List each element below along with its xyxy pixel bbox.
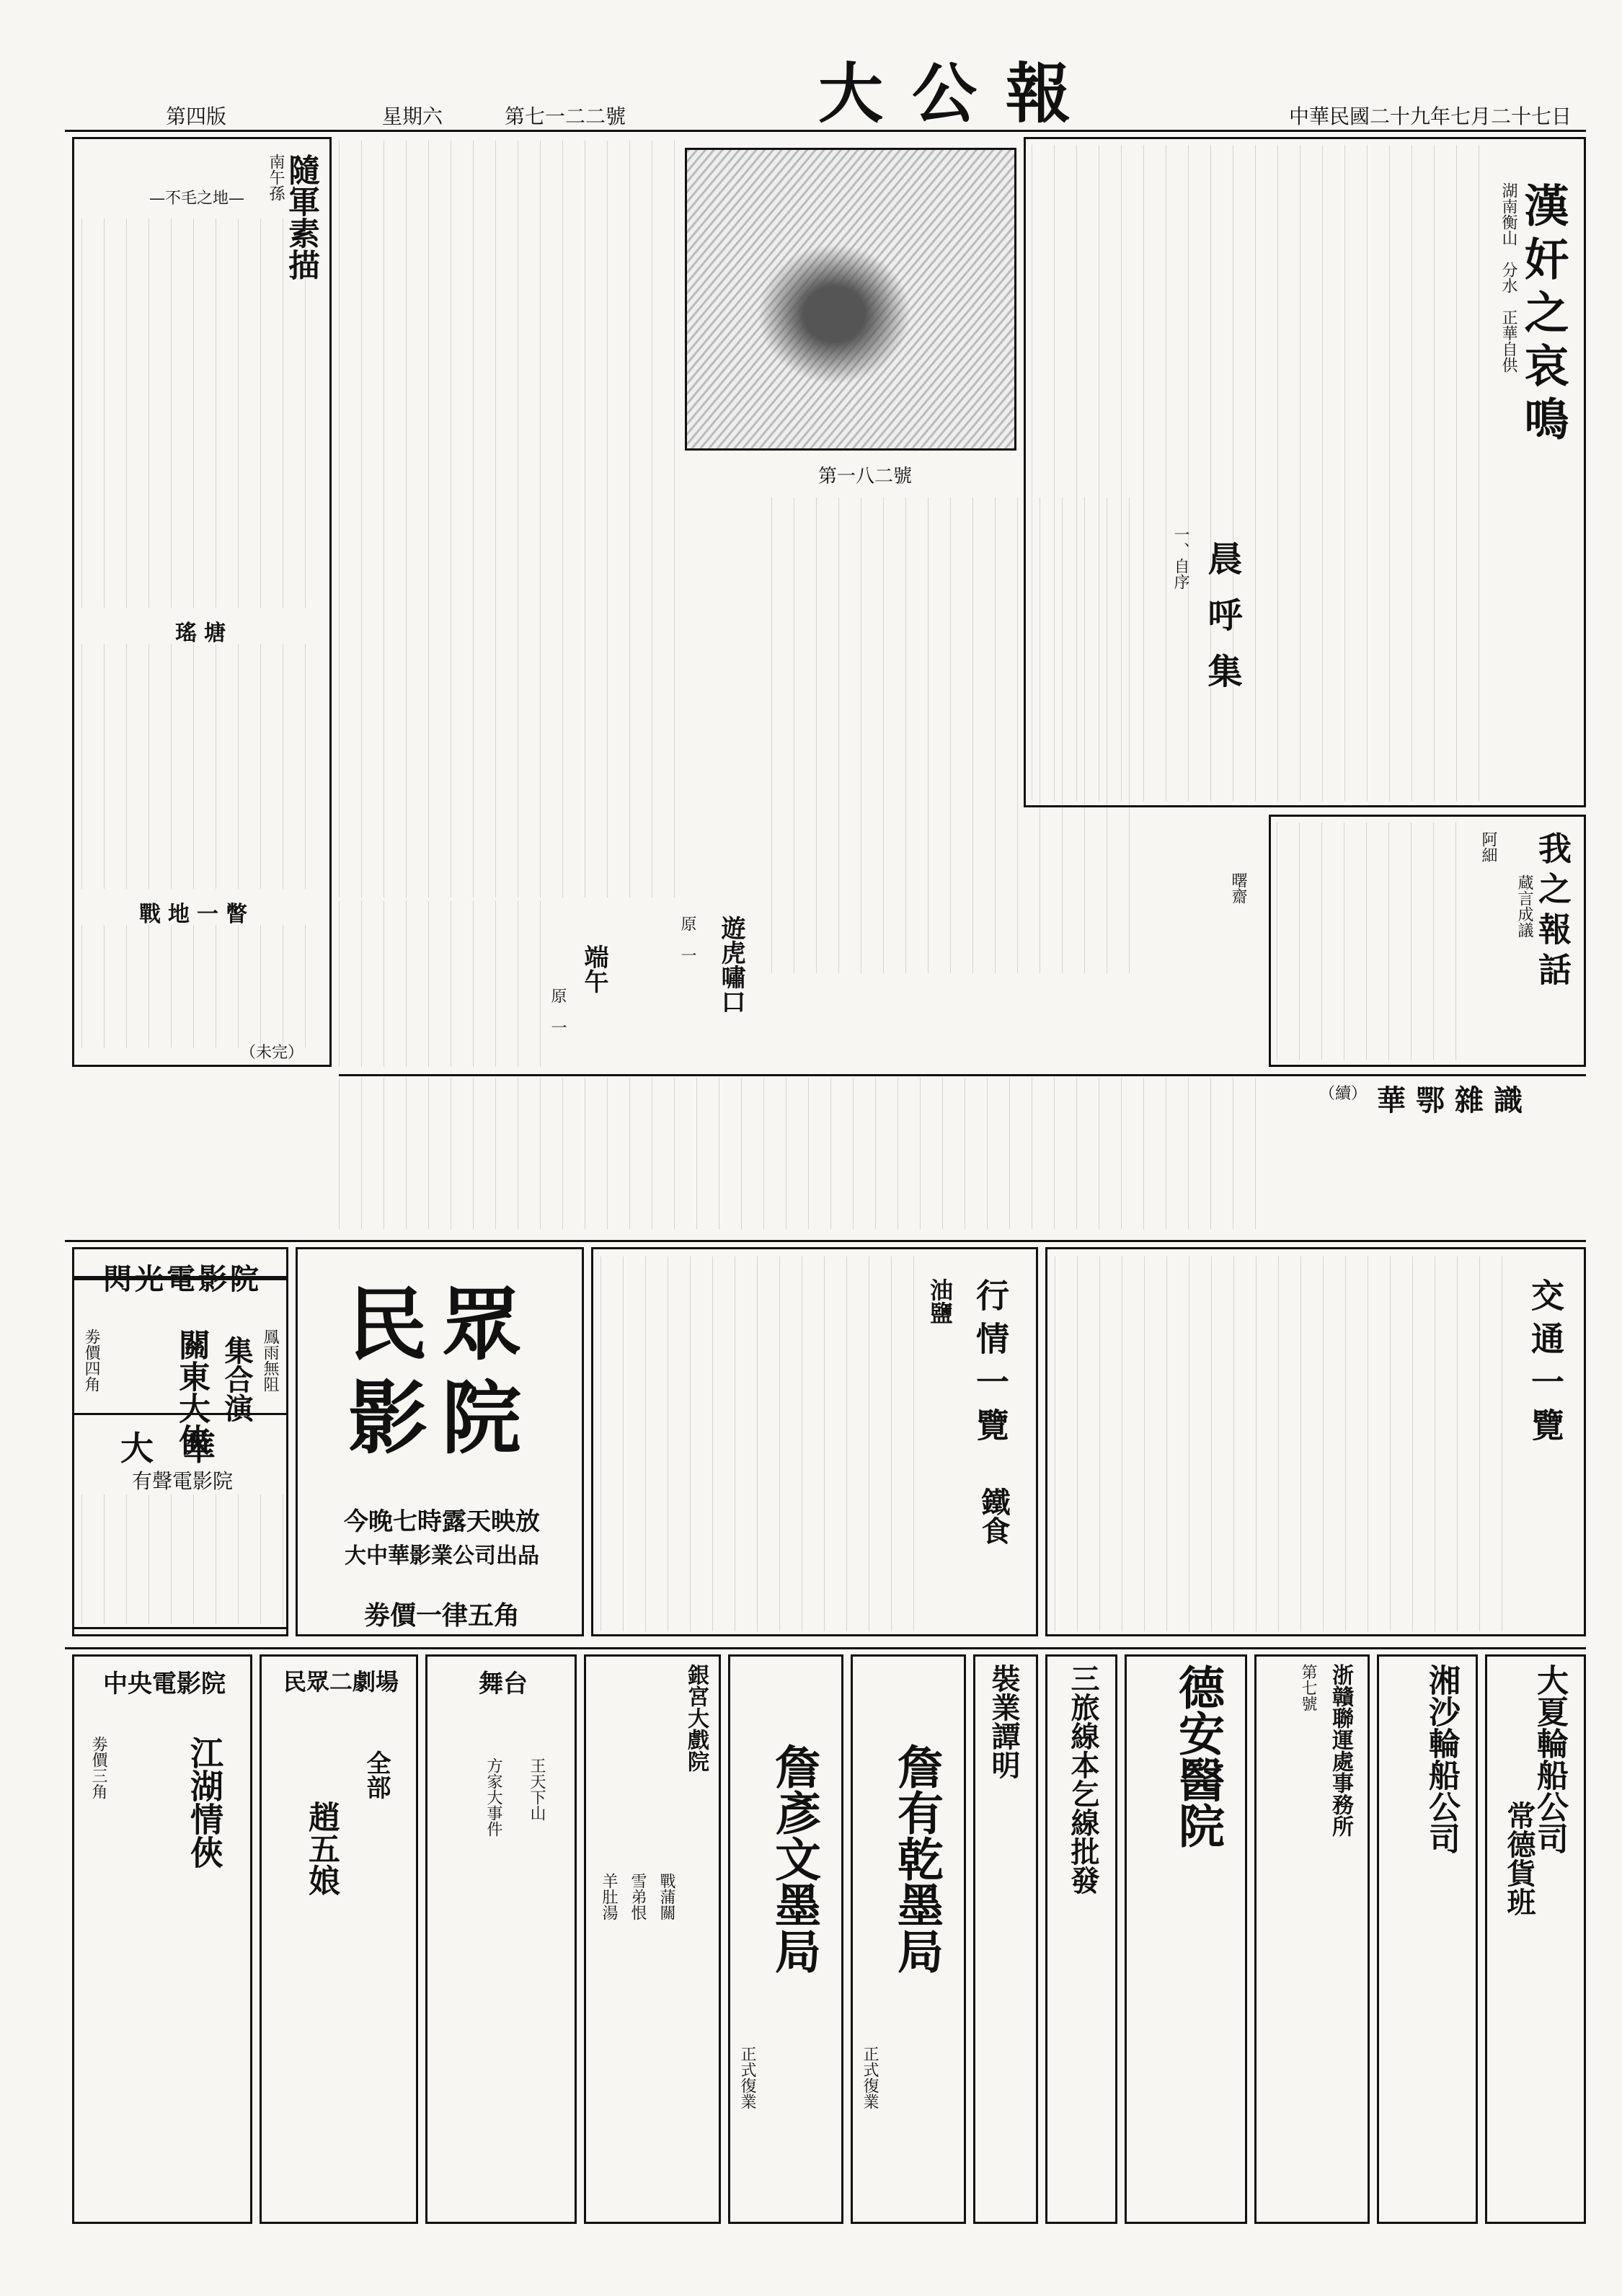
morning-call-kicker: 一、自序 (1171, 526, 1189, 590)
ad-wutai (425, 1654, 577, 2224)
ad-minzhong-theatre (260, 1654, 418, 2224)
ad-zhejiang (1254, 1654, 1370, 2224)
zhan-yan-name: 詹彥文墨局 (767, 1743, 821, 1974)
huae-notes-text (339, 1078, 1269, 1229)
tiger-poem-title: 遊虎嘯口 (717, 916, 745, 1014)
huae-notes-note: （續） (1319, 1085, 1368, 1103)
issue-weekday: 星期六 (382, 105, 443, 128)
zhongyang-price: 劵價三角 (89, 1736, 107, 1799)
tiger-poem-text (339, 901, 541, 1067)
traffic-schedule (1055, 1256, 1516, 1631)
huae-notes-title: 華鄂雜識 (1377, 1083, 1533, 1117)
zhongyang-name: 中央電影院 (103, 1670, 226, 1698)
paper-title: 大公報 (818, 56, 1099, 132)
duanwu-author: 原 一 (549, 988, 567, 1035)
ad-dahua (72, 1276, 288, 1280)
daxia-name: 大夏輪船公司 (1531, 1664, 1568, 1854)
ad-yingong (584, 1654, 721, 2224)
ad-zhongyang (72, 1654, 252, 2224)
section-divider-2 (65, 1240, 1586, 1242)
zhuye-name: 裝業譚明 (987, 1664, 1021, 1779)
section-divider-1 (339, 1074, 1586, 1076)
market-item: 油鹽 (926, 1278, 954, 1324)
zhan-yan-status: 正式復業 (738, 2046, 756, 2109)
left-feature-author: 南午孫 (267, 154, 285, 201)
traitor-byline: 湖南衡山 分水 正華自供 (1499, 182, 1517, 373)
minzhong-theatre-item-2: 趙五娘 (303, 1801, 340, 1896)
center-image-caption: 第一八二號 (817, 466, 912, 487)
section-title-yaotang: 瑤塘 (175, 621, 233, 646)
traitor-title: 漢奸之哀鳴 (1517, 182, 1569, 449)
yingong-name: 銀宮大戲院 (683, 1664, 709, 1772)
my-report-title: 我之報話 (1533, 831, 1572, 993)
ad-daxia (1485, 1654, 1586, 2224)
zhongyang-film: 江湖情俠 (185, 1736, 224, 1869)
ad-dahua-box (72, 1413, 288, 1629)
daxia-route: 常德貨班 (1502, 1801, 1536, 1916)
center-text-block-1 (339, 141, 678, 897)
tiger-poem-author: 原 一 (678, 916, 696, 963)
edition-label: 第四版 (166, 105, 227, 128)
minzhong-theatre-item-1: 全部 (362, 1750, 391, 1799)
my-report-subtitle: 蔵言成議 (1515, 874, 1533, 938)
huae-notes (339, 1078, 1533, 1229)
my-report-box (1269, 815, 1586, 1067)
my-report-text (1277, 823, 1464, 1060)
wutai-item-1: 王天下山 (528, 1758, 546, 1821)
dahua-text (81, 1494, 283, 1624)
ad-zhan-yan (728, 1654, 843, 2224)
dahua-name: 大華 (120, 1429, 244, 1468)
battle-end-note: （未完） (240, 1044, 304, 1062)
morning-call-author: 曙齋 (1229, 872, 1247, 904)
shanguang-item-2: 關東大俠 (173, 1329, 210, 1455)
morning-call-text (771, 497, 1146, 973)
ad-zhuye (973, 1654, 1038, 2224)
duanwu-title: 端午 (580, 944, 608, 993)
minzhong-line1: 今晚七時露天映放 (344, 1507, 540, 1536)
wutai-item-2: 方家大事件 (484, 1758, 502, 1837)
masthead-rule (65, 130, 1586, 132)
market-figures (601, 1256, 918, 1631)
ad-sanchuan (1045, 1654, 1117, 2224)
ad-minzhong-cinema (296, 1247, 584, 1636)
yingong-item-3: 羊肚湯 (600, 1873, 618, 1920)
traffic-title: 交通一覽 (1526, 1278, 1565, 1451)
left-feature-box (72, 137, 332, 1067)
yaotang-text (81, 644, 323, 889)
ad-zhan-you (851, 1654, 966, 2224)
morning-call-title: 晨呼集 (1202, 541, 1242, 709)
left-feature-title: 隨軍素描 (283, 154, 319, 280)
market-title: 行情一覽 (971, 1278, 1010, 1451)
section-title-battle: 戰地一瞥 (139, 902, 254, 927)
market-table (591, 1247, 1038, 1636)
yingong-item-1: 戰蒲關 (657, 1873, 675, 1920)
left-feature-subtitle: —不毛之地— (149, 190, 244, 208)
center-woodcut-image (685, 148, 1016, 451)
dean-name: 德安醫院 (1171, 1664, 1225, 1848)
morning-call-article (771, 497, 1276, 973)
traffic-table (1045, 1247, 1586, 1636)
sanchuan-name: 三旅線本乞線批發 (1066, 1664, 1100, 1894)
battle-text (81, 925, 323, 1047)
xiangsha-name: 湘沙輪船公司 (1423, 1664, 1460, 1854)
minzhong-theatre-name: 民眾二劇場 (283, 1668, 399, 1696)
my-report-author: 阿細 (1479, 831, 1497, 863)
dahua-sub: 有聲電影院 (131, 1469, 233, 1493)
masthead (65, 58, 1579, 137)
section-divider-3 (65, 1647, 1586, 1649)
shanguang-item-1: 集合演 (220, 1336, 254, 1422)
minzhong-line2: 大中華影業公司出品 (345, 1543, 539, 1569)
left-feature-text (81, 218, 323, 608)
shanguang-name: 閃光電影院 (103, 1262, 262, 1296)
yingong-item-2: 雪弟恨 (629, 1873, 647, 1920)
issue-number: 第七一二二號 (505, 105, 626, 128)
minzhong-price: 劵價一律五角 (363, 1600, 520, 1631)
jinjin-title: 鐵食 (977, 1487, 1011, 1545)
minzhong-name: 民眾影院 (348, 1278, 536, 1465)
ad-xiangsha (1377, 1654, 1478, 2224)
zhejiang-no: 第七號 (1299, 1664, 1317, 1711)
issue-date: 中華民國二十九年七月二十七日 (1288, 105, 1572, 128)
shanguang-price: 劵價四角 (82, 1329, 100, 1392)
zhan-you-name: 詹有乾墨局 (890, 1743, 944, 1974)
wutai-name: 舞台 (479, 1670, 528, 1698)
zhan-you-status: 正式復業 (861, 2046, 879, 2109)
tiger-poem (339, 901, 786, 1067)
ad-dean (1125, 1654, 1247, 2224)
zhejiang-name: 浙贛聯運處事務所 (1328, 1664, 1353, 1837)
shanguang-item-3: 鳳雨無阻 (261, 1329, 279, 1392)
